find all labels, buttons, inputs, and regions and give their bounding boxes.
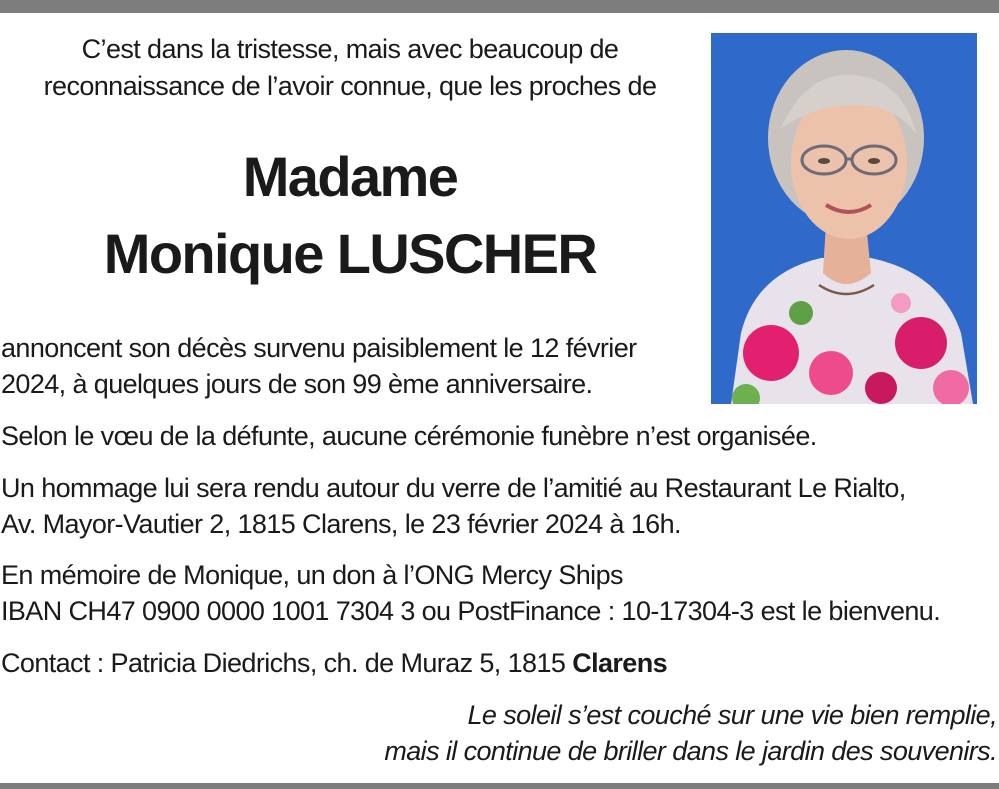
intro-line-1: C’est dans la tristesse, mais avec beaucoup de (81, 34, 619, 64)
contact-text: Contact : Patricia Diedrichs, ch. de Muraz 5, 1815 (1, 648, 573, 678)
wish-text: Selon le vœu de la défunte, aucune cérémonie funèbre n’est organisée. (1, 421, 817, 451)
tribute-line-1: Un hommage lui sera rendu autour du verre de l’amitié au Restaurant Le Rialto, (1, 473, 906, 503)
deceased-title: Madame (242, 145, 458, 208)
contact-city: Clarens (572, 648, 668, 678)
donation-line-1: En mémoire de Monique, un don à l’ONG Mercy Ships (1, 560, 623, 590)
announcement-line-2: 2024, à quelques jours de son 99 ème anniversaire. (1, 369, 593, 399)
bottom-rule (0, 783, 999, 789)
donation-line-2: IBAN CH47 0900 0000 1001 7304 3 ou PostFinance : 10-17304-3 est le bienvenu. (1, 596, 941, 626)
intro-line-2: reconnaissance de l’avoir connue, que les proches de (43, 71, 657, 101)
tribute-line-2: Av. Mayor-Vautier 2, 1815 Clarens, le 23 février 2024 à 16h. (1, 509, 681, 539)
top-rule (0, 0, 999, 13)
contact-line (1, 648, 667, 679)
deceased-name: Monique LUSCHER (103, 222, 597, 285)
quote-line-2: mais il continue de briller dans le jardin des souvenirs. (384, 736, 997, 766)
portrait-photo (711, 33, 977, 404)
quote-line-1: Le soleil s’est couché sur une vie bien remplie, (467, 700, 997, 730)
announcement-line-1: annoncent son décès survenu paisiblement le 12 février (1, 333, 637, 363)
